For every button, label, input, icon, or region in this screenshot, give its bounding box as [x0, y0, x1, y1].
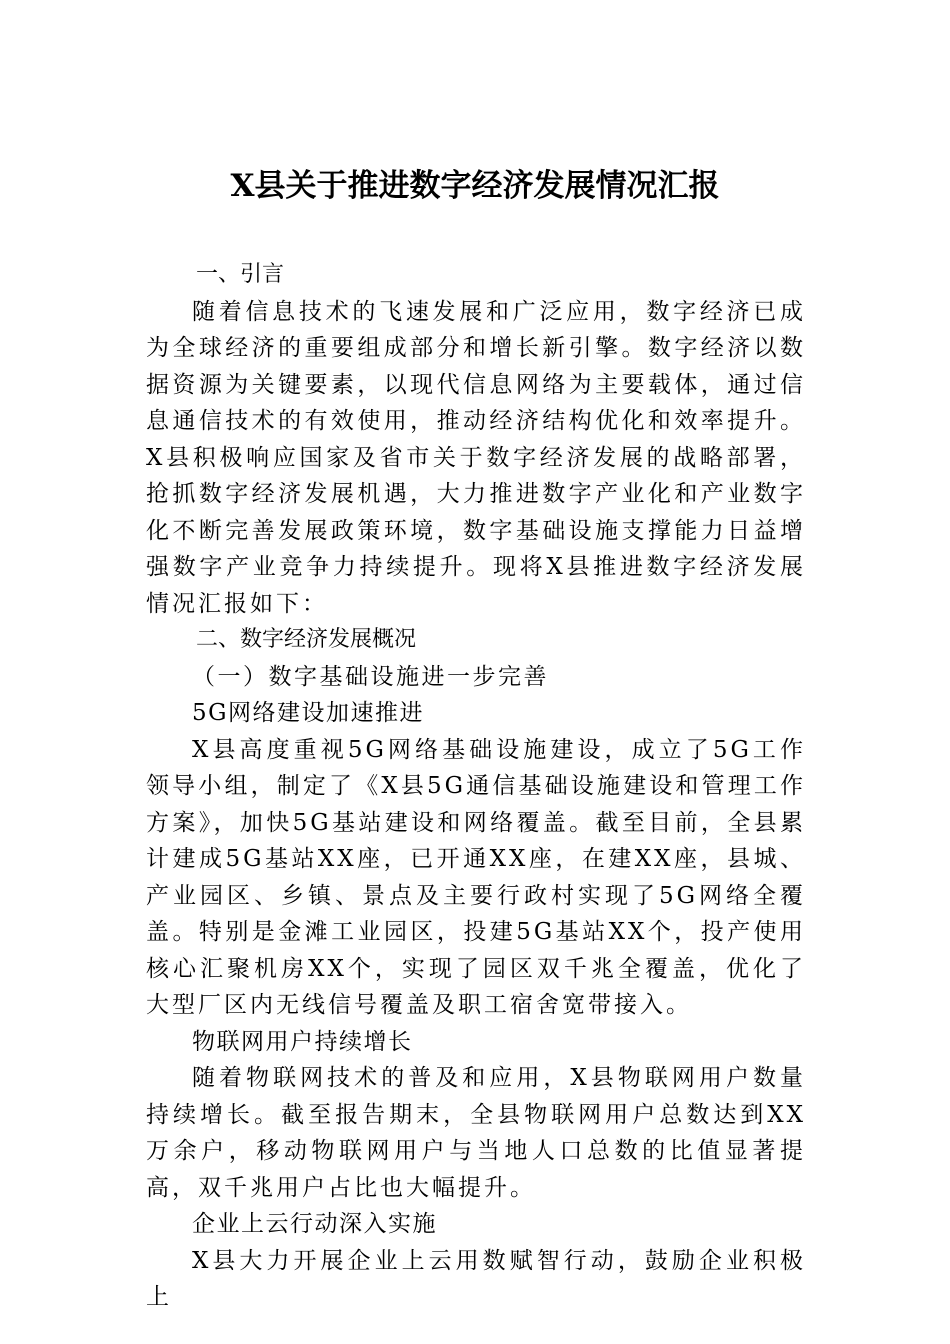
- paragraph-iot-users: 随着物联网技术的普及和应用，X县物联网用户数量持续增长。截至报告期末，全县物联网用户总数达到XX万余户，移动物联网用户与当地人口总数的比值显著提高，双千兆用户占比也大幅提升。: [146, 1065, 806, 1201]
- subsection-heading-infrastructure: （一）数字基础设施进一步完善: [192, 663, 549, 690]
- item-heading-5g-network: 5G网络建设加速推进: [192, 700, 425, 726]
- item-heading-iot-users: 物联网用户持续增长: [192, 1028, 413, 1055]
- paragraph-cloud-adoption: X县大力开展企业上云用数赋智行动，鼓励企业积极上: [146, 1247, 806, 1310]
- section-heading-introduction: 一、引言: [196, 262, 285, 287]
- document-title: X县关于推进数字经济发展情况汇报: [230, 168, 720, 204]
- section-heading-overview: 二、数字经济发展概况: [196, 627, 417, 652]
- document-body: [146, 257, 806, 1316]
- item-heading-cloud-adoption: 企业上云行动深入实施: [192, 1211, 437, 1237]
- paragraph-5g-network: X县高度重视5G网络基础设施建设，成立了5G工作领导小组，制定了《X县5G通信基础设施建设和管理工作方案》，加快5G基站建设和网络覆盖。截至目前，全县累计建成5G基站XX座，已开通XX座，在建XX座，县城、产业园区、乡镇、景点及主要行政村实现了5G网络全覆盖。特别是金滩工业园区，投建5G基站XX个，投产使用核心汇聚机房XX个，实现了园区双千兆全覆盖，优化了大型厂区内无线信号覆盖及职工宿舍宽带接入。: [146, 736, 806, 1018]
- paragraph-introduction: 随着信息技术的飞速发展和广泛应用，数字经济已成为全球经济的重要组成部分和增长新引擎。数字经济以数据资源为关键要素，以现代信息网络为主要载体，通过信息通信技术的有效使用，推动经济结构优化和效率提升。X县积极响应国家及省市关于数字经济发展的战略部署，抢抓数字经济发展机遇，大力推进数字产业化和产业数字化不断完善发展政策环境，数字基础设施支撑能力日益增强数字产业竞争力持续提升。现将X县推进数字经济发展情况汇报如下：: [146, 298, 806, 617]
